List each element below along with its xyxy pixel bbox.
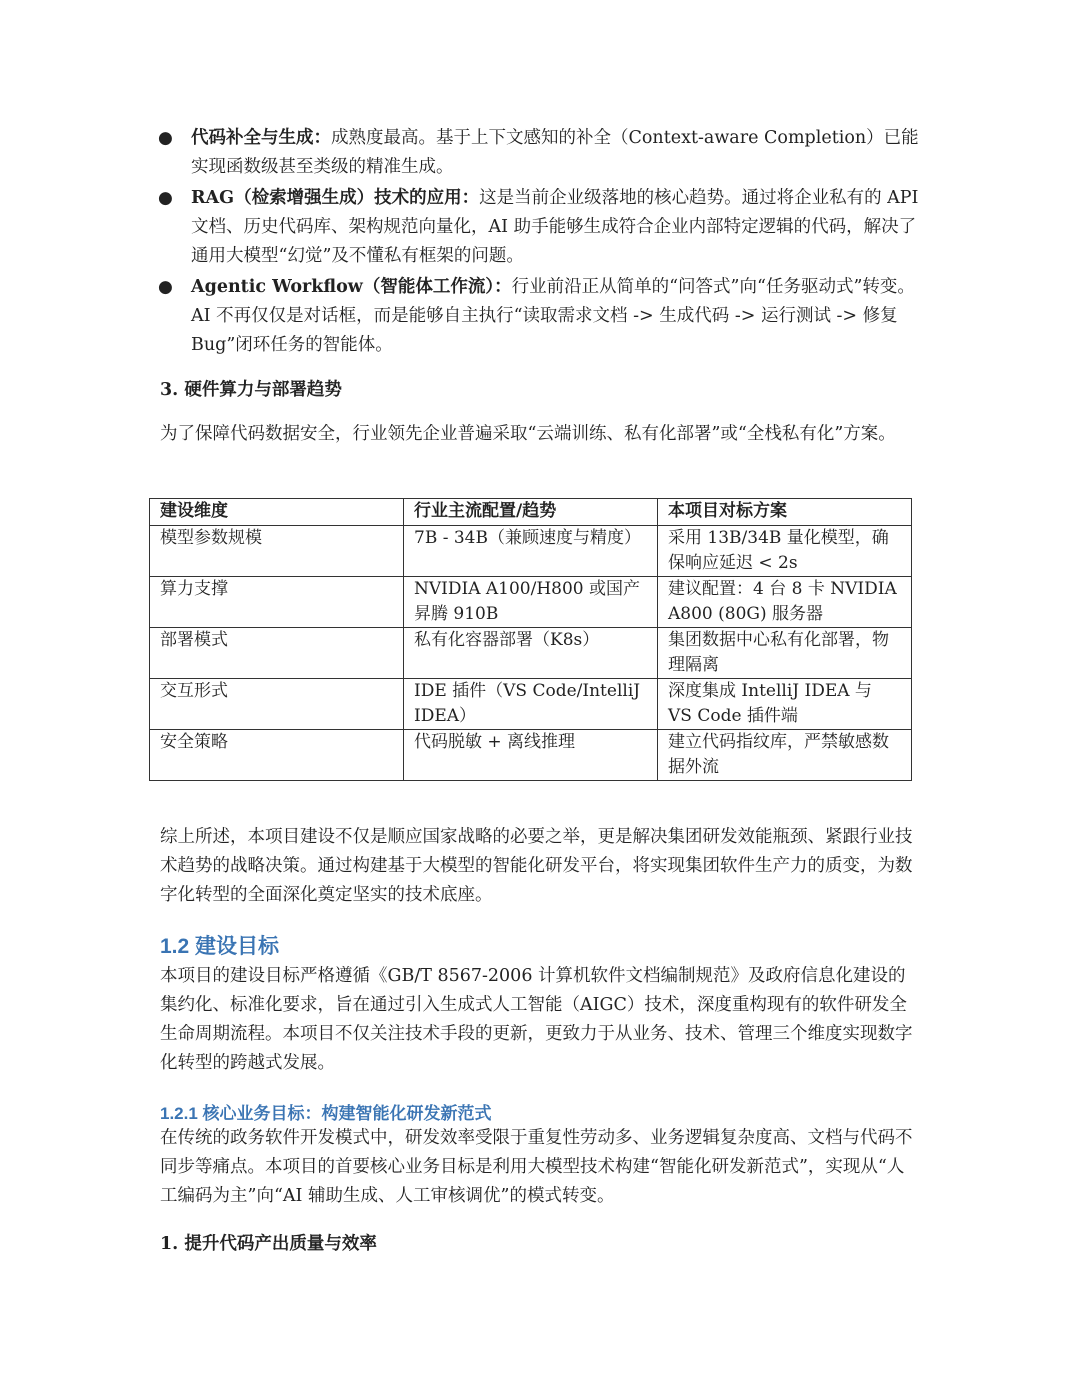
section-1-2-1-heading: 1.2.1 核心业务目标：构建智能化研发新范式	[160, 1104, 492, 1123]
list-item	[158, 273, 928, 360]
table-cell: 7B - 34B（兼顾速度与精度）	[404, 526, 658, 577]
table-row	[150, 679, 912, 730]
bullet-text: 行业前沿正从简单的“问答式”向“任务驱动式”转变。AI 不再仅仅是对话框，而是能够自主执行“读取需求文档 -> 生成代码 -> 运行测试 -> 修复 Bug”闭环任务的智能体。	[191, 277, 915, 355]
table-cell: NVIDIA A100/H800 或国产昇腾 910B	[404, 577, 658, 628]
list-item	[158, 184, 928, 271]
bullet-text: 成熟度最高。基于上下文感知的补全（Context-aware Completion）已能实现函数级甚至类级的精准生成。	[191, 128, 919, 177]
bullet-icon: ●	[158, 277, 173, 297]
table-cell: 代码脱敏 + 离线推理	[404, 730, 658, 781]
section-1-2-1-paragraph: 在传统的政务软件开发模式中，研发效率受限于重复性劳动多、业务逻辑复杂度高、文档与代码不同步等痛点。本项目的首要核心业务目标是利用大模型技术构建“智能化研发新范式”，实现从“人工编码为主”向“AI 辅助生成、人工审核调优”的模式转变。	[160, 1128, 913, 1206]
table-cell: 安全策略	[150, 730, 404, 781]
bullet-text: 这是当前企业级落地的核心趋势。通过将企业私有的 API 文档、历史代码库、架构规范向量化，AI 助手能够生成符合企业内部特定逻辑的代码，解决了通用大模型“幻觉”及不懂私有框架的问题。	[191, 188, 919, 266]
bullet-icon: ●	[158, 128, 173, 148]
table-cell: 交互形式	[150, 679, 404, 730]
bullet-icon: ●	[158, 188, 173, 208]
list-item	[158, 124, 928, 182]
table-cell: 私有化容器部署（K8s）	[404, 628, 658, 679]
bullet-heading: 代码补全与生成：	[191, 128, 331, 148]
summary-paragraph: 综上所述，本项目建设不仅是顺应国家战略的必要之举，更是解决集团研发效能瓶颈、紧跟行业技术趋势的战略决策。通过构建基于大模型的智能化研发平台，将实现集团软件生产力的质变，为数字化转型的全面深化奠定坚实的技术底座。	[160, 827, 913, 905]
table-cell: 建立代码指纹库，严禁敏感数据外流	[658, 730, 912, 781]
table-cell: 深度集成 IntelliJ IDEA 与 VS Code 插件端	[658, 679, 912, 730]
item-1-heading: 1. 提升代码产出质量与效率	[160, 1234, 377, 1254]
table-cell: 算力支撑	[150, 577, 404, 628]
table-header: 行业主流配置/趋势	[404, 499, 658, 526]
section-1-2-heading: 1.2 建设目标	[160, 935, 280, 958]
table-row	[150, 730, 912, 781]
table-row	[150, 526, 912, 577]
table-row	[150, 628, 912, 679]
section-3-heading: 3. 硬件算力与部署趋势	[160, 380, 342, 400]
table-header-row	[150, 499, 912, 526]
table-header: 建设维度	[150, 499, 404, 526]
bullet-list	[158, 124, 928, 362]
table-cell: 模型参数规模	[150, 526, 404, 577]
table-header: 本项目对标方案	[658, 499, 912, 526]
comparison-table	[149, 498, 912, 781]
bullet-heading: RAG（检索增强生成）技术的应用：	[191, 188, 480, 208]
table-row	[150, 577, 912, 628]
table-cell: 采用 13B/34B 量化模型，确保响应延迟 < 2s	[658, 526, 912, 577]
section-1-2-paragraph: 本项目的建设目标严格遵循《GB/T 8567-2006 计算机软件文档编制规范》及政府信息化建设的集约化、标准化要求，旨在通过引入生成式人工智能（AIGC）技术，深度重构现有的软件研发全生命周期流程。本项目不仅关注技术手段的更新，更致力于从业务、技术、管理三个维度实现数字化转型的跨越式发展。	[160, 966, 913, 1073]
table-cell: 建议配置：4 台 8 卡 NVIDIA A800 (80G) 服务器	[658, 577, 912, 628]
bullet-heading: Agentic Workflow（智能体工作流）：	[191, 277, 512, 297]
section-3-paragraph: 为了保障代码数据安全，行业领先企业普遍采取“云端训练、私有化部署”或“全栈私有化”方案。	[160, 424, 896, 444]
table-cell: 部署模式	[150, 628, 404, 679]
table-cell: 集团数据中心私有化部署，物理隔离	[658, 628, 912, 679]
table-cell: IDE 插件（VS Code/IntelliJ IDEA）	[404, 679, 658, 730]
